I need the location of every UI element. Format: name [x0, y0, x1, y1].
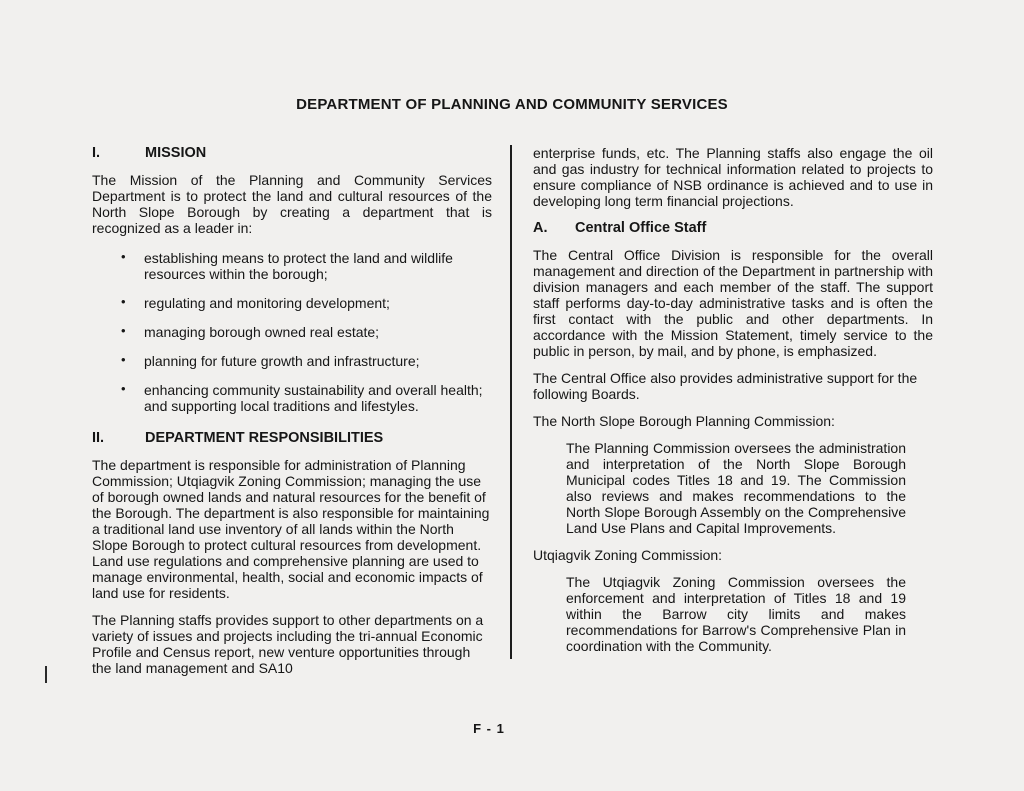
- responsibilities-paragraph-2: The Planning staffs provides support to other departments on a variety of issues and projects including the tri-annual Economic Profile and Census report, new venture opportunities through the land management and SA10: [92, 612, 484, 676]
- section-number: A.: [533, 220, 548, 236]
- list-item-text: establishing means to protect the land and wildlife resources within the borough;: [144, 250, 453, 282]
- section-title: MISSION: [145, 145, 207, 161]
- board-label-planning-commission: The North Slope Borough Planning Commission:: [533, 413, 835, 429]
- bullet-icon: •: [121, 352, 126, 367]
- section-heading-responsibilities: [92, 430, 492, 446]
- bullet-icon: •: [121, 381, 126, 396]
- list-item: [92, 353, 492, 369]
- bullet-icon: •: [121, 323, 126, 338]
- column-divider-rule: [510, 145, 512, 659]
- bullet-icon: •: [121, 294, 126, 309]
- page-title: DEPARTMENT OF PLANNING AND COMMUNITY SERVICES: [296, 96, 728, 113]
- list-item-text: regulating and monitoring development;: [144, 295, 390, 311]
- section-number: II.: [92, 430, 105, 446]
- section-title: Central Office Staff: [575, 220, 707, 236]
- list-item: [92, 382, 492, 414]
- section-number: I.: [92, 145, 101, 161]
- board-label-zoning-commission: Utqiagvik Zoning Commission:: [533, 547, 723, 563]
- list-item-text: planning for future growth and infrastructure;: [144, 353, 420, 369]
- left-column: [92, 145, 492, 676]
- list-item: [92, 324, 492, 340]
- page-number: F - 1: [473, 721, 505, 736]
- bullet-icon: •: [121, 249, 126, 264]
- section-heading-central-office: [533, 220, 933, 236]
- board-detail-planning-commission: The Planning Commission oversees the administration and interpretation of the North Slope Borough Municipal codes Titles 18 and 19. The Commission also reviews and makes recommendations to the North Slope Borough Assembly on the Comprehensive Land Use Plans and Capital Improvements.: [566, 440, 906, 536]
- right-column: [533, 145, 933, 654]
- section-heading-mission: [92, 145, 492, 161]
- stray-scan-mark: [45, 666, 47, 683]
- central-office-paragraph-1: The Central Office Division is responsible for the overall management and direction of the Department in partnership with division managers and each member of the staff. The support staff performs day-to-day administrative tasks and is often the first contact with the public and other departments. In accordance with the Mission Statement, timely service to the public in person, by mail, and by phone, is emphasized.: [533, 247, 933, 359]
- list-item: [92, 250, 492, 282]
- mission-intro-paragraph: The Mission of the Planning and Community Services Department is to protect the land and cultural resources of the North Slope Borough by creating a department that is recognized as a leader in:: [92, 172, 492, 236]
- continuation-paragraph: enterprise funds, etc. The Planning staffs also engage the oil and gas industry for technical information related to projects to ensure compliance of NSB ordinance is achieved and to use in developing long term financial projections.: [533, 145, 933, 209]
- mission-bullet-list: [92, 250, 492, 414]
- board-detail-zoning-commission: The Utqiagvik Zoning Commission oversees the enforcement and interpretation of Titles 18 and 19 within the Barrow city limits and makes recommendations for Barrow's Comprehensive Plan in coordination with the Community.: [566, 574, 906, 654]
- list-item-text: enhancing community sustainability and overall health; and supporting local traditions and lifestyles.: [144, 382, 483, 414]
- central-office-paragraph-2: The Central Office also provides administrative support for the following Boards.: [533, 370, 918, 402]
- list-item-text: managing borough owned real estate;: [144, 324, 380, 340]
- list-item: [92, 295, 492, 311]
- responsibilities-paragraph-1: The department is responsible for administration of Planning Commission; Utqiagvik Zoning Commission; managing the use of borough owned lands and natural resources for the benefit of the Borough. The department is also responsible for maintaining a traditional land use inventory of all lands within the North Slope Borough to protect cultural resources from development. Land use regulations and comprehensive planning are used to manage environmental, health, social and economic impacts of land use for residents.: [92, 457, 490, 601]
- section-title: DEPARTMENT RESPONSIBILITIES: [145, 430, 384, 446]
